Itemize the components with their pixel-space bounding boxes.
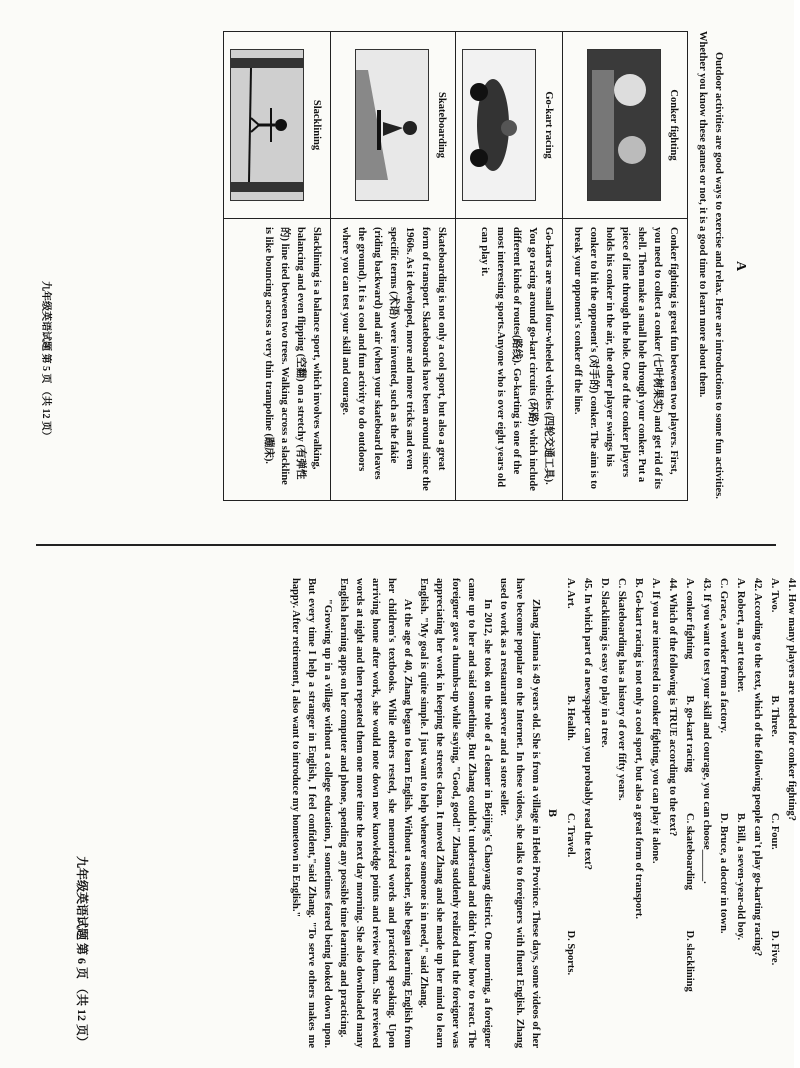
passage-paragraph: At the age of 40, Zhang began to learn English. Without a teacher, she began learning English from her children's textbooks. While others rested, she memorized words and practiced speaking. Upon arriving home after work, she would note down new knowledge points and review them. She reviewed words at night and then repeated them one more time the next day morning. She also downloaded many English learning apps on her computer and phone, spending any possible time learning and practicing. — [338, 578, 413, 1048]
option: D. Bruce, a doctor in town. — [718, 813, 729, 934]
page-6-footer: 九年级英语试题 第 6 页 （共 12 页） — [75, 855, 89, 1048]
passage-paragraph: In 2012, she took on the role of a cleaner in Beijing's Chaoyang district. One morning, a foreigner came up to her and said something. But Zhang couldn't understand and didn't know how to react. The foreigner gave a thumbs-up while saying, "Good, good!" Zhang suddenly realized that the foreigner was appreciating her work in keeping the streets clean. It moved Zhang and she made up her mind to learn English. "My goal is quite simple. I just want to help whenever someone is in need," said Zhang. — [418, 578, 493, 1048]
activity-row — [331, 32, 456, 501]
option: D. Slacklining is easy to play in a tree. — [599, 578, 610, 748]
option: A. If you are interested in conker fighting, you can play it alone. — [650, 578, 661, 864]
option: D. Sports. — [565, 930, 576, 976]
activity-name: Go-kart racing — [543, 91, 554, 159]
passage-paragraph: "Growing up in a village without a college education, I sometimes feared being looked down upon. But every time I help a stranger in English, I feel confident,"said Zhang. "To serve others makes me happy. After retirement, I also want to introduce my hometown in English." — [290, 578, 333, 1048]
question-41: 41. How many players are needed for conker fighting? — [786, 578, 797, 821]
activity-name: Conker fighting — [668, 89, 679, 161]
slacklining-photo — [230, 49, 304, 201]
options-41 — [766, 578, 783, 1048]
activity-row — [456, 32, 563, 501]
page-5 — [42, 31, 752, 501]
passage-paragraph: Zhang Jianna is 49 years old. She is from a village in Hebei Province. These days, some videos of her have become popular on the Internet. In these videos, she talks to foreigners with fluent English. Zhang used to work as a restaurant server and a store seller. — [498, 578, 541, 1048]
activities-table — [223, 31, 688, 501]
activity-description: Conker fighting is great fun between two players. First, you need to collect a conker (七叶树果实) and get rid of its shell. Then make a small hole through your conker. Put a piece of line through the hole. One of the conker players holds his conker in the air, the other player swings his conker to hit the opponent's (对手的) conker. The aim is to break your opponent's conker off the line. — [563, 219, 688, 501]
activity-description: Slacklining is a balance sport, which involves walking, balancing and even flipping (空翻) on a stretchy (有弹性的) line tied between two trees. Walking across a slackline is like bouncing across a very thin trampoline (蹦床). — [224, 219, 331, 501]
activity-name: Slacklining — [311, 99, 322, 151]
question-43: 43. If you want to test your skill and courage, you can choose______. — [701, 578, 712, 884]
option: D. Five. — [769, 930, 780, 966]
option: C. Travel. — [565, 813, 576, 858]
options-43 — [681, 578, 698, 1048]
section-b-title: B — [546, 808, 560, 817]
activity-description: Go-karts are small four-wheeled vehicles (四轮交通工具). You go racing around go-kart circuits (环路) which include different kinds of routes(路线). Go-karting is one of the most interesting sports.Anyone who is over eight years old can play it. — [456, 219, 563, 501]
go-kart-illustration — [463, 50, 535, 200]
option: B. Three. — [769, 695, 780, 737]
question-45: 45. In which part of a newspaper can you probably read the text? — [582, 578, 593, 870]
page-divider — [36, 544, 776, 546]
option: C. Skateboarding has a history of over fifty years. — [616, 578, 627, 801]
option: C. skateboarding — [684, 813, 695, 891]
option: A. Robert, an art teacher. — [735, 578, 746, 693]
options-42b — [715, 578, 732, 1048]
option: C. Four. — [769, 813, 780, 850]
option: A. conker fighting — [684, 578, 695, 660]
intro-paragraph: Outdoor activities are good ways to exercise and relax. Here are introductions to some fun activities. Whether you know these games or not, it is a good time to learn more about them. — [697, 31, 724, 499]
activity-row — [563, 32, 688, 501]
slackliner-illustration — [231, 50, 303, 200]
activity-name: Skateboarding — [436, 92, 447, 158]
options-42a — [732, 578, 749, 1048]
option: A. Two. — [769, 578, 780, 613]
option: B. Bill, a seven-year-old boy. — [735, 813, 746, 941]
skateboarding-photo — [355, 49, 429, 201]
question-42: 42. According to the text, which of the following people can't play go-karting racing? — [752, 578, 763, 957]
options-45 — [562, 578, 579, 1048]
option: A. Art. — [565, 578, 576, 609]
option: B. Health. — [565, 695, 576, 741]
section-a-title: A — [733, 260, 748, 272]
option: C. Grace, a worker from a factory. — [718, 578, 729, 734]
go-kart-photo — [462, 49, 536, 201]
skateboarder-illustration — [356, 50, 428, 200]
page-6 — [75, 578, 800, 1048]
conker-illustration — [588, 50, 660, 200]
option: B. go-kart racing — [684, 695, 695, 773]
option: D. slacklining — [684, 930, 695, 992]
option: B. Go-kart racing is not only a cool sport, but also a great form of transport. — [633, 578, 644, 920]
activity-description: Skateboarding is not only a cool sport, but also a great form of transport. Skateboards have been around since the 1960s. As it developed, more and more tricks and even specific terms (术语) were invented, such as the fakie (riding backward) and air (when your skateboard leaves the ground). It is a cool and fun activity to do outdoors where you can test your skill and courage. — [331, 219, 456, 501]
activity-row — [224, 32, 331, 501]
question-44: 44. Which of the following is TRUE according to the text? — [667, 578, 678, 837]
conker-fighting-photo — [587, 49, 661, 201]
page-5-footer: 九年级英语试题 第 5 页 （共 12 页） — [40, 281, 51, 441]
